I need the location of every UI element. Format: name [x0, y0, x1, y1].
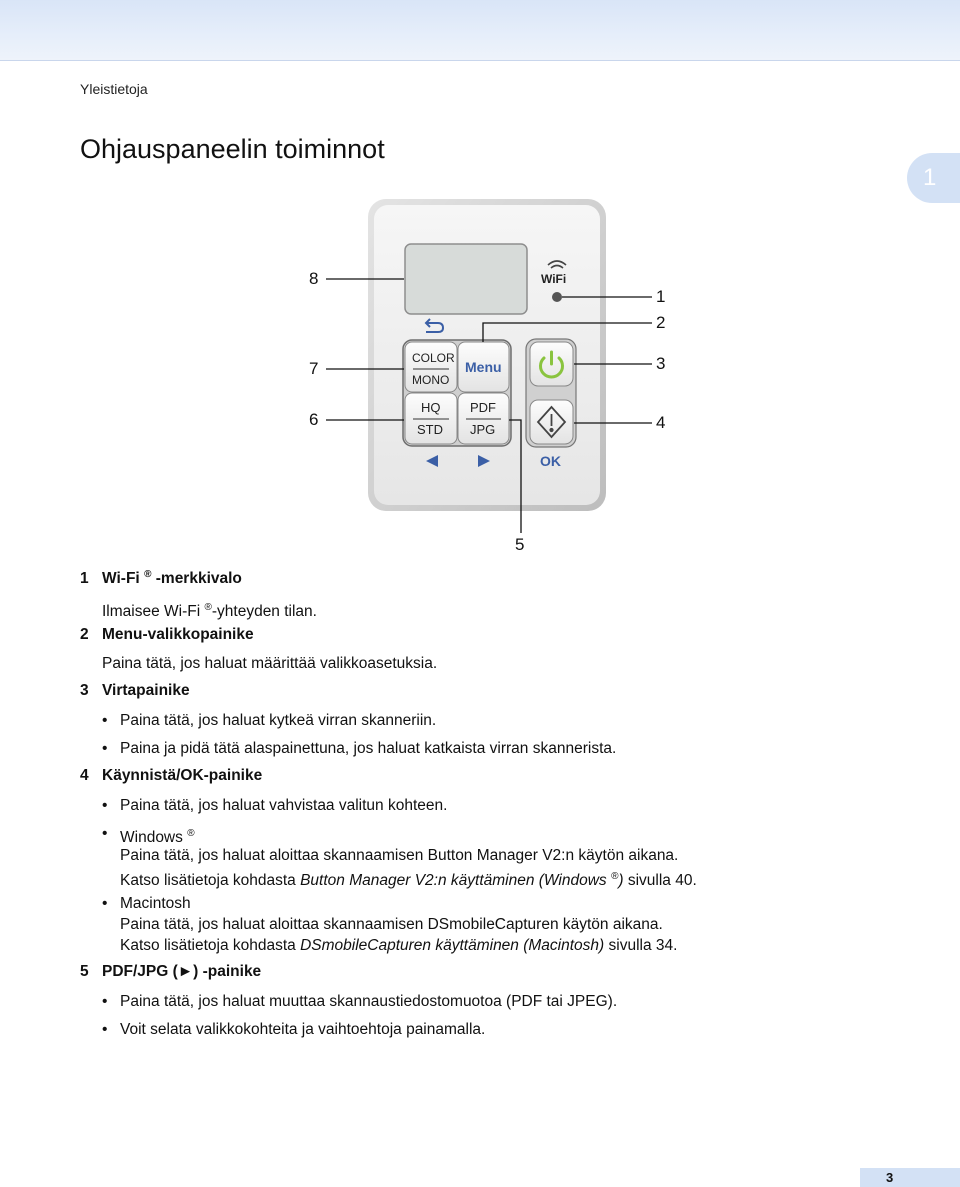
control-panel-illustration — [0, 0, 960, 560]
item-1-desc-text: Ilmaisee Wi-Fi — [102, 603, 201, 621]
windows-ref-link-text: Button Manager V2:n käyttäminen (Windows — [300, 872, 607, 890]
item-4-bullet-1 — [102, 795, 448, 816]
callout-6: 6 — [309, 410, 319, 429]
chapter-number: 1 — [923, 164, 937, 191]
item-4-bullet-mac — [102, 893, 191, 914]
windows-line-1: Paina tätä, jos haluat aloittaa skannaamisen Button Manager V2:n käytön aikana. — [120, 847, 679, 864]
bullet-text: Voit selata valikkokohteita ja vaihtoehtoja painamalla. — [120, 1021, 486, 1038]
wifi-led — [552, 292, 562, 302]
item-4-heading — [80, 767, 262, 785]
item-2-number: 2 — [80, 626, 89, 643]
item-3-heading-text: Virtapainike — [102, 682, 190, 699]
item-5-bullet-1 — [102, 991, 618, 1012]
bullet-icon: • — [102, 712, 108, 729]
item-4-bullet-windows — [102, 823, 195, 847]
bullet-text: Paina tätä, jos haluat kytkeä virran skanneriin. — [120, 712, 437, 729]
ok-label: OK — [540, 453, 561, 469]
item-5-heading-text: PDF/JPG ( — [102, 963, 178, 980]
page-title: Ohjauspaneelin toiminnot — [80, 134, 385, 164]
std-label: STD — [417, 422, 443, 437]
item-4-heading-text: Käynnistä/OK-painike — [102, 767, 263, 784]
mac-line-1: Paina tätä, jos haluat aloittaa skannaamisen DSmobileCapturen käytön aikana. — [120, 916, 663, 933]
item-4-number: 4 — [80, 767, 89, 784]
windows-line-2 — [120, 866, 697, 891]
registered-mark: ® — [187, 828, 195, 839]
mac-line-2 — [120, 935, 677, 956]
item-1-heading-suffix: -merkkivalo — [151, 570, 242, 588]
item-3-bullet-2 — [102, 738, 617, 759]
lcd-screen — [405, 244, 527, 314]
pdf-label: PDF — [470, 400, 496, 415]
item-2-heading-text: Menu-valikkopainike — [102, 626, 254, 643]
item-3-bullet-1 — [102, 710, 437, 731]
mono-label: MONO — [412, 373, 450, 387]
item-3-heading — [80, 682, 190, 700]
registered-mark: ® — [204, 602, 212, 613]
windows-ref-link-end: ) — [618, 872, 624, 890]
item-5-bullet-2 — [102, 1019, 486, 1040]
callout-1: 1 — [656, 287, 666, 306]
bullet-icon: • — [102, 797, 108, 814]
callout-8: 8 — [309, 269, 319, 288]
mac-label: Macintosh — [120, 895, 191, 912]
item-1-heading — [80, 569, 242, 588]
item-1-description — [102, 597, 317, 622]
windows-label-text: Windows — [120, 829, 183, 847]
mac-ref-suffix: sivulla 34. — [604, 937, 678, 954]
item-5-heading-suffix: ) -painike — [193, 963, 262, 980]
page-number: 3 — [886, 1170, 894, 1185]
item-5-number: 5 — [80, 963, 89, 980]
callout-4: 4 — [656, 413, 666, 432]
item-3-number: 3 — [80, 682, 89, 699]
windows-ref-link[interactable] — [300, 872, 623, 889]
bullet-text: Paina tätä, jos haluat muuttaa skannaustiedostomuotoa (PDF tai JPEG). — [120, 993, 618, 1010]
registered-mark: ® — [610, 871, 619, 882]
hq-label: HQ — [421, 400, 441, 415]
item-1-number: 1 — [80, 570, 89, 588]
bullet-icon: • — [102, 825, 108, 842]
bullet-text: Paina tätä, jos haluat vahvistaa valitun kohteen. — [120, 797, 448, 814]
right-arrow-icon: ► — [177, 963, 194, 980]
section-header: Yleistietoja — [80, 81, 148, 97]
color-label: COLOR — [412, 351, 455, 365]
windows-ref-suffix: sivulla 40. — [623, 872, 697, 890]
item-2-description: Paina tätä, jos haluat määrittää valikkoasetuksia. — [102, 655, 438, 672]
item-5-heading — [80, 963, 261, 981]
item-1-desc-suffix: -yhteyden tilan. — [211, 603, 317, 621]
callout-2: 2 — [656, 313, 666, 332]
bullet-icon: • — [102, 740, 108, 757]
bullet-icon: • — [102, 895, 108, 912]
callout-5: 5 — [515, 535, 525, 554]
bullet-icon: • — [102, 993, 108, 1010]
bullet-icon: • — [102, 1021, 108, 1038]
control-panel-figure — [0, 0, 960, 560]
bullet-text: Paina ja pidä tätä alaspainettuna, jos haluat katkaista virran skannerista. — [120, 740, 617, 757]
windows-ref-prefix: Katso lisätietoja kohdasta — [120, 872, 301, 890]
item-2-heading — [80, 626, 254, 644]
callout-3: 3 — [656, 354, 666, 373]
callout-7: 7 — [309, 359, 319, 378]
mac-ref-prefix: Katso lisätietoja kohdasta — [120, 937, 301, 954]
menu-label: Menu — [465, 359, 502, 375]
registered-mark: ® — [144, 569, 152, 580]
mac-ref-link[interactable]: DSmobileCapturen käyttäminen (Macintosh) — [300, 937, 605, 954]
wifi-label: WiFi — [541, 272, 567, 286]
item-1-heading-text: Wi-Fi — [102, 570, 140, 588]
page-number-bar — [860, 1168, 960, 1187]
jpg-label: JPG — [470, 422, 496, 437]
